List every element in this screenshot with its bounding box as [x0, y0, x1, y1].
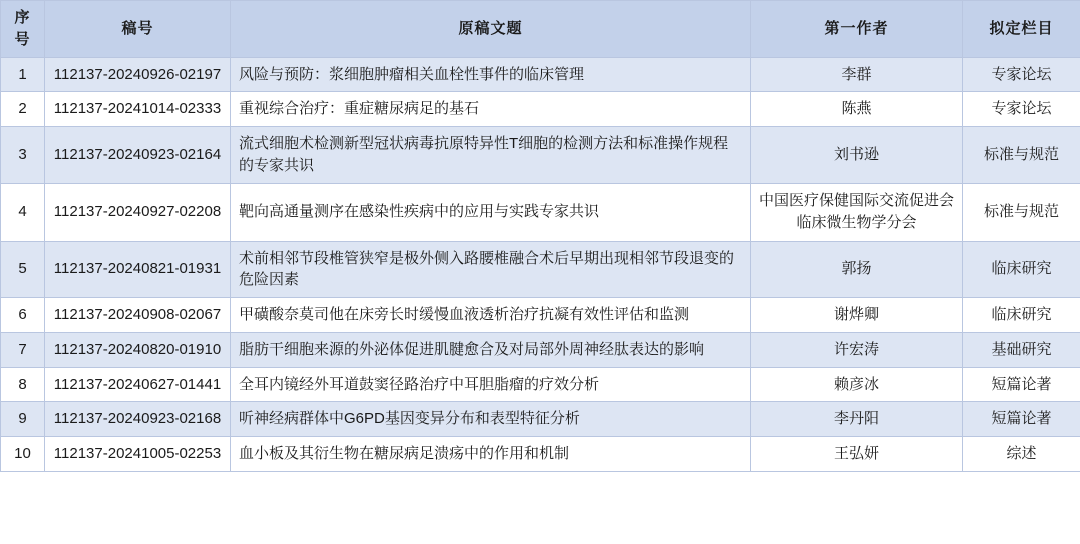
cell-column: 短篇论著	[963, 402, 1080, 437]
cell-column: 专家论坛	[963, 57, 1080, 92]
column-header-seq: 序号	[1, 1, 45, 58]
cell-title: 全耳内镜经外耳道鼓窦径路治疗中耳胆脂瘤的疗效分析	[231, 367, 751, 402]
cell-author: 中国医疗保健国际交流促进会 临床微生物学分会	[751, 183, 963, 241]
cell-column: 临床研究	[963, 241, 1080, 298]
table-row	[1, 332, 1080, 367]
cell-code: 112137-20240923-02164	[45, 127, 231, 184]
cell-code: 112137-20241005-02253	[45, 437, 231, 472]
cell-title: 听神经病群体中G6PD基因变异分布和表型特征分析	[231, 402, 751, 437]
column-header-column: 拟定栏目	[963, 1, 1080, 58]
cell-code: 112137-20240908-02067	[45, 298, 231, 333]
cell-title: 靶向高通量测序在感染性疾病中的应用与实践专家共识	[231, 183, 751, 241]
table-row	[1, 183, 1080, 241]
table-row	[1, 127, 1080, 184]
cell-seq: 3	[1, 127, 45, 184]
table-row	[1, 367, 1080, 402]
table-row	[1, 92, 1080, 127]
cell-author: 李群	[751, 57, 963, 92]
cell-code: 112137-20240820-01910	[45, 332, 231, 367]
cell-title: 流式细胞术检测新型冠状病毒抗原特异性T细胞的检测方法和标准操作规程的专家共识	[231, 127, 751, 184]
table-row	[1, 437, 1080, 472]
cell-seq: 9	[1, 402, 45, 437]
cell-author: 王弘妍	[751, 437, 963, 472]
cell-seq: 1	[1, 57, 45, 92]
cell-author: 陈燕	[751, 92, 963, 127]
table-header-row	[1, 1, 1080, 58]
cell-title: 重视综合治疗：重症糖尿病足的基石	[231, 92, 751, 127]
cell-code: 112137-20240923-02168	[45, 402, 231, 437]
table-header	[1, 1, 1080, 58]
cell-code: 112137-20240926-02197	[45, 57, 231, 92]
cell-title: 风险与预防：浆细胞肿瘤相关血栓性事件的临床管理	[231, 57, 751, 92]
cell-author: 李丹阳	[751, 402, 963, 437]
cell-seq: 6	[1, 298, 45, 333]
cell-title: 血小板及其衍生物在糖尿病足溃疡中的作用和机制	[231, 437, 751, 472]
cell-seq: 2	[1, 92, 45, 127]
cell-code: 112137-20240821-01931	[45, 241, 231, 298]
column-header-code: 稿号	[45, 1, 231, 58]
cell-author: 谢烨卿	[751, 298, 963, 333]
table-body	[1, 57, 1080, 471]
table-row	[1, 57, 1080, 92]
cell-author: 刘书逊	[751, 127, 963, 184]
cell-seq: 8	[1, 367, 45, 402]
cell-column: 基础研究	[963, 332, 1080, 367]
cell-column: 专家论坛	[963, 92, 1080, 127]
cell-code: 112137-20240927-02208	[45, 183, 231, 241]
cell-code: 112137-20241014-02333	[45, 92, 231, 127]
cell-seq: 7	[1, 332, 45, 367]
cell-seq: 10	[1, 437, 45, 472]
cell-seq: 4	[1, 183, 45, 241]
cell-column: 标准与规范	[963, 183, 1080, 241]
cell-column: 临床研究	[963, 298, 1080, 333]
table-row	[1, 298, 1080, 333]
table-row	[1, 241, 1080, 298]
cell-column: 短篇论著	[963, 367, 1080, 402]
cell-author: 赖彦冰	[751, 367, 963, 402]
cell-seq: 5	[1, 241, 45, 298]
cell-author: 郭扬	[751, 241, 963, 298]
cell-author: 许宏涛	[751, 332, 963, 367]
cell-column: 综述	[963, 437, 1080, 472]
cell-title: 甲磺酸奈莫司他在床旁长时缓慢血液透析治疗抗凝有效性评估和监测	[231, 298, 751, 333]
table-row	[1, 402, 1080, 437]
column-header-title: 原稿文题	[231, 1, 751, 58]
cell-code: 112137-20240627-01441	[45, 367, 231, 402]
cell-title: 术前相邻节段椎管狭窄是极外侧入路腰椎融合术后早期出现相邻节段退变的危险因素	[231, 241, 751, 298]
column-header-author: 第一作者	[751, 1, 963, 58]
cell-column: 标准与规范	[963, 127, 1080, 184]
cell-title: 脂肪干细胞来源的外泌体促进肌腱愈合及对局部外周神经肽表达的影响	[231, 332, 751, 367]
